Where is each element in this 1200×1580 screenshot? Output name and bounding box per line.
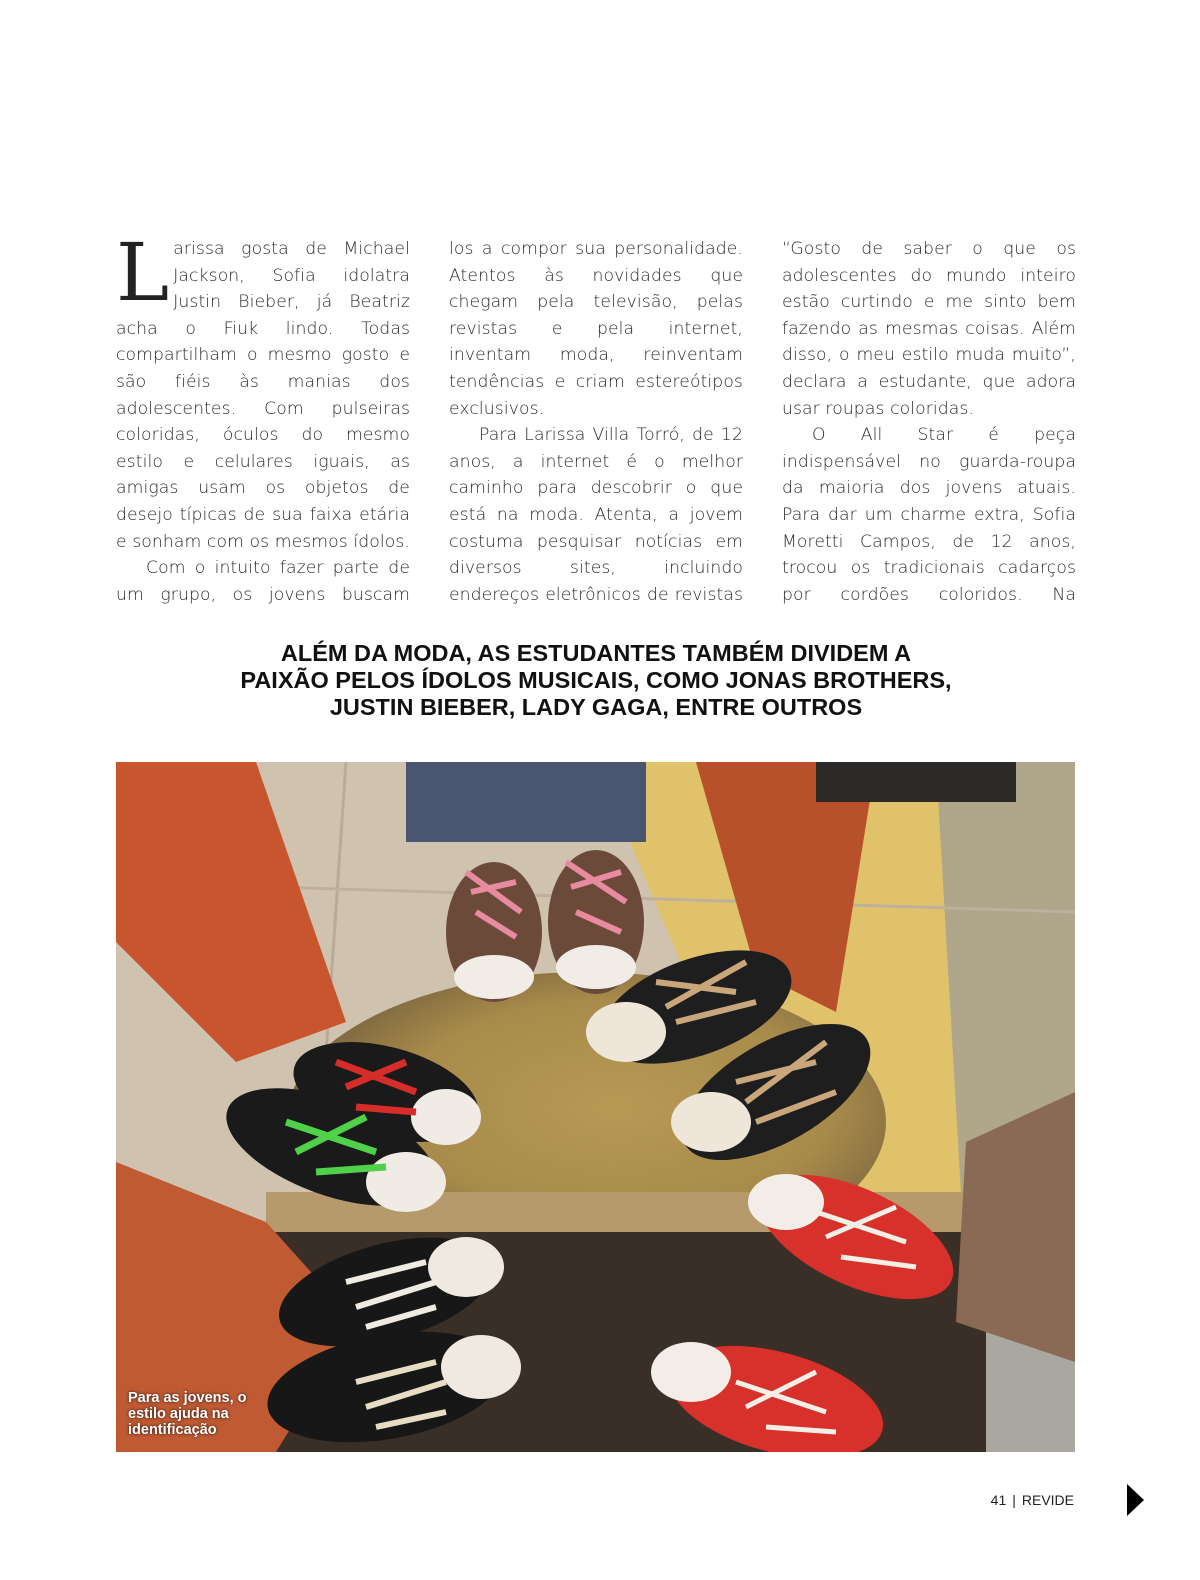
sneakers-photo xyxy=(116,762,1075,1452)
paragraph xyxy=(116,236,410,555)
article-body xyxy=(116,236,1076,612)
magazine-name: REVIDE xyxy=(1021,1492,1074,1508)
article-column-1 xyxy=(116,236,410,612)
article-column-2 xyxy=(449,236,743,612)
paragraph: Com o intuito fazer parte de um grupo, os jovens buscam xyxy=(116,558,410,605)
paragraph: “Gosto de saber o que os adolescentes do mundo inteiro estão curtindo e me sinto bem fazendo as mesmas coisas. Além disso, o meu estilo muda muito”, declara a estudante, que adora usar roupas coloridas. xyxy=(782,239,1076,419)
page-number: 41 xyxy=(990,1492,1007,1508)
paragraph: Para Larissa Villa Torró, de 12 anos, a internet é o melhor caminho para descobrir o que está na moda. Atenta, a jovem costuma pesquisar notícias em diversos sites, incluindo endereços eletrônicos de revistas xyxy=(449,425,743,605)
article-column-3 xyxy=(782,236,1076,612)
paragraph-text: arissa gosta de Michael Jackson, Sofia idolatra Justin Bieber, já Beatriz acha o Fiuk lindo. Todas compartilham o mesmo gosto e são fiéis às manias dos adolescentes. Com pulseiras coloridas, óculos do mesmo estilo e celulares iguais, as amigas usam os objetos de desejo típicas de sua faixa etária e sonham com os mesmos ídolos. xyxy=(116,239,410,552)
pull-quote-line: ALÉM DA MODA, AS ESTUDANTES TAMBÉM DIVIDEM A xyxy=(280,640,912,666)
photo-caption: Para as jovens, o estilo ajuda na identificação xyxy=(128,1390,247,1438)
footer-separator: | xyxy=(1012,1492,1016,1508)
sneakers-illustration xyxy=(116,762,1075,1452)
pull-quote-line: JUSTIN BIEBER, LADY GAGA, ENTRE OUTROS xyxy=(329,694,863,720)
page-footer xyxy=(991,1492,1074,1508)
pull-quote xyxy=(116,640,1076,721)
drop-cap: L xyxy=(116,236,170,319)
paragraph: O All Star é peça indispensável no guarda-roupa da maioria dos jovens atuais. Para dar um charme extra, Sofia Moretti Campos, de 12 anos, trocou os tradicionais cadarços por cordões coloridos. Na xyxy=(782,425,1076,605)
triangle-right-icon[interactable] xyxy=(1127,1484,1144,1516)
paragraph: los a compor sua personalidade. Atentos às novidades que chegam pela televisão, pelas revistas e pela internet, inventam moda, reinventam tendências e criam estereótipos exclusivos. xyxy=(449,239,743,419)
pull-quote-line: PAIXÃO PELOS ÍDOLOS MUSICAIS, COMO JONAS BROTHERS, xyxy=(240,667,952,693)
